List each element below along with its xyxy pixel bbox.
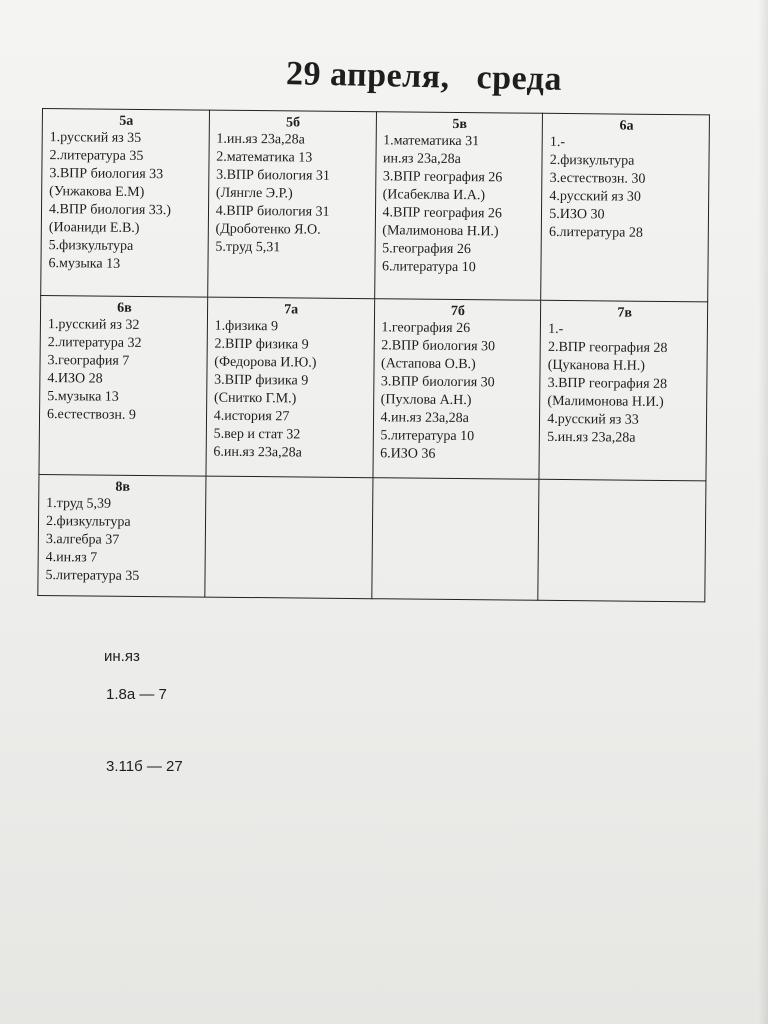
class-name: 7в [617,305,633,321]
lesson-line: 2.математика 13 [216,149,313,166]
lesson-line: 2.литература 35 [49,148,144,164]
lesson-line: (Дроботенко Я.О. [215,221,321,238]
lesson-line: (Снитко Г.М.) [213,390,297,407]
lesson-line: (Цуканова Н.Н.) [547,357,645,374]
class-name: 5б [285,115,301,131]
schedule-sheet [37,108,710,602]
lesson-line: 1.труд 5,39 [46,496,112,512]
lesson-line: 4.ин.яз 7 [45,550,98,566]
class-cell-8в [38,474,206,597]
lesson-line: 1.математика 31 [383,133,480,150]
lesson-line: 3.ВПР физика 9 [214,372,309,389]
class-cell-6а [541,113,710,302]
lesson-line: 1.физика 9 [214,318,279,335]
class-cell-5а [41,109,210,298]
lesson-line: 5.музыка 13 [47,389,119,405]
note-line-2: 3.11б — 27 [106,758,183,775]
lesson-line: 6.ИЗО 36 [380,446,436,462]
lesson-line: 5.география 26 [382,241,471,258]
lesson-line: 3.алгебра 37 [45,532,120,548]
class-cell-7б [372,299,540,480]
class-name: 8в [115,479,131,495]
lesson-line: 4.ИЗО 28 [47,371,103,387]
lesson-line: 6.литература 28 [549,224,643,241]
lesson-line: 1.география 26 [381,320,471,337]
lesson-line: 5.физкультура [48,238,134,254]
class-name: 7б [450,303,466,320]
lesson-line: 3.ВПР география 26 [382,169,503,186]
notes-heading: ин.яз [104,648,140,665]
lesson-line: 2.физкультура [549,152,635,169]
lesson-line: 4.история 27 [213,408,290,425]
lesson-line: (Малимонова Н.И.) [547,393,664,410]
lesson-line: 3.ВПР биология 31 [216,167,331,184]
class-cell-5б [207,110,376,299]
lesson-line: (Унжакова Е.М) [49,184,145,200]
lesson-line: 3.ВПР биология 30 [380,374,495,391]
lesson-line: 6.литература 10 [381,259,476,276]
lesson-line: 1.русский яз 32 [47,317,140,333]
lesson-line: 2.ВПР география 28 [547,339,668,357]
class-name: 7а [284,302,299,318]
lesson-line: 4.ВПР география 26 [382,205,503,222]
lesson-line: 3.естествозн. 30 [549,170,646,187]
lesson-line: 5.вер и стат 32 [213,426,301,443]
class-name: 5в [452,116,468,133]
lesson-line: 1.- [549,134,566,151]
class-cell-6в [39,295,207,476]
paper-edge-shadow [758,0,768,1024]
lesson-line: 3.география 7 [47,353,130,369]
lesson-line: 1.ин.яз 23а,28а [216,131,305,148]
lesson-line: 3.ВПР биология 33 [49,166,164,183]
schedule-row [39,295,708,480]
lesson-line: 1.- [548,321,564,338]
empty-cell [538,479,706,602]
class-cell-5в [374,112,543,301]
lesson-line: (Иоаниди Е.В.) [48,220,140,236]
lesson-line: 2.ВПР биология 30 [381,338,496,355]
lesson-line: 6.музыка 13 [48,256,121,272]
lesson-line: 3.ВПР география 28 [547,375,668,393]
lesson-line: (Федорова И.Ю.) [214,354,317,371]
schedule-row [38,474,706,601]
lesson-line: 5.труд 5,31 [215,239,281,256]
lesson-line: (Малимонова Н.И.) [382,223,499,240]
lesson-line: 4.ин.яз 23а,28а [380,410,470,427]
lesson-line: 2.литература 32 [47,335,142,351]
lesson-line: 4.ВПР биология 31 [215,203,330,220]
lesson-line: 5.литература 35 [45,568,140,584]
lesson-line: 5.литература 10 [380,428,475,445]
class-name: 6в [117,300,132,316]
schedule-row [41,109,710,302]
lesson-line: 4.русский яз 30 [549,188,641,205]
lesson-line: (Исабеклва И.А.) [382,187,486,204]
class-name: 6а [619,118,634,134]
lesson-line: 2.физкультура [45,514,131,530]
class-cell-7в [539,300,707,481]
empty-cell [371,478,539,601]
lesson-line: 5.ин.яз 23а,28а [547,429,636,446]
schedule-table [37,108,710,602]
lesson-line: 2.ВПР физика 9 [214,336,309,353]
empty-cell [205,476,373,599]
lesson-line: 6.ин.яз 23а,28а [213,444,302,461]
lesson-line: ин.яз 23а,28а [382,151,461,168]
page-title: 29 апреля, среда [285,55,563,98]
lesson-line: 4.русский яз 33 [547,411,639,428]
class-cell-7а [206,297,374,478]
lesson-line: 4.ВПР биология 33.) [48,202,172,219]
lesson-line: 5.ИЗО 30 [549,206,605,223]
lesson-line: (Лянгле Э.Р.) [215,185,293,202]
lesson-line: (Пухлова А.Н.) [380,392,472,409]
lesson-line: 6.естествозн. 9 [46,407,136,423]
note-line-1: 1.8а — 7 [106,686,167,703]
lesson-line: 1.русский яз 35 [49,130,142,146]
class-name: 5а [119,113,134,129]
lesson-line: (Астапова О.В.) [380,356,476,373]
